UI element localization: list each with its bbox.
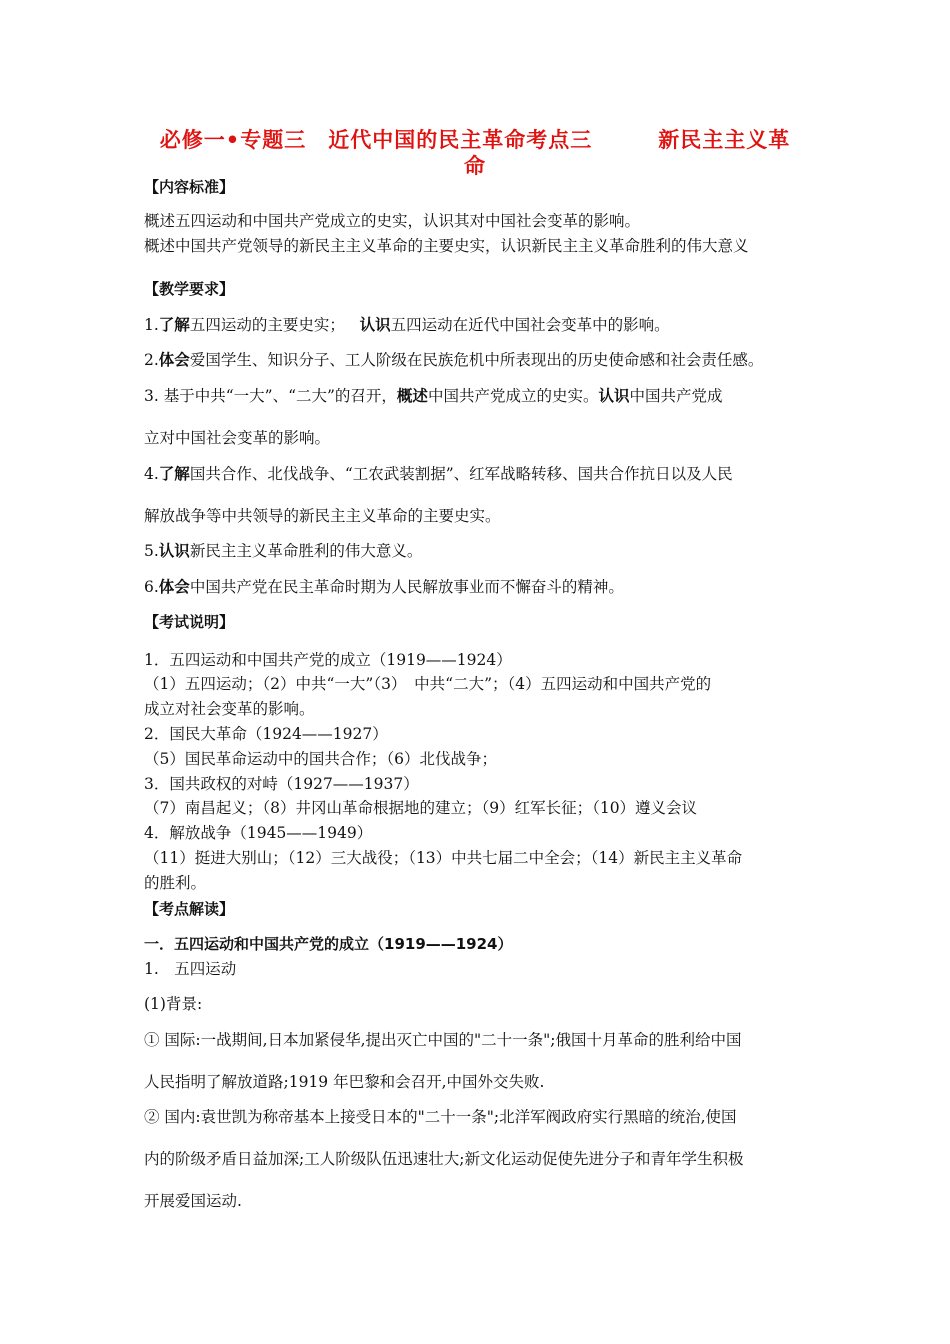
requirement-text: 五四运动的主要史实； [189,316,345,334]
requirement-keyword: 了解 [158,316,190,334]
content-standard-heading: 【内容标准】 [144,178,235,196]
requirement-number: 1. [144,316,159,334]
requirement-text: 3. 基于中共“一大”、“二大”的召开， [144,387,397,405]
exam-note-line: 2．国民大革命（1924——1927） [144,725,388,743]
requirement-item-4 [144,464,733,484]
requirement-keyword: 认识 [359,316,391,334]
exam-note-line: （11）挺进大别山；（12）三大战役；（13）中共七届二中全会；（14）新民主主义革命 [144,849,743,867]
requirement-text: 五四运动在近代中国社会变革中的影响。 [390,316,670,334]
key-point-line: (1)背景: [144,995,203,1013]
requirement-item-3 [144,386,722,406]
key-point-line: 人民指明了解放道路;1919 年巴黎和会召开,中国外交失败. [144,1073,545,1091]
section-title: 一．五四运动和中国共产党的成立（1919——1924） [144,935,513,953]
requirement-keyword: 体会 [158,351,190,369]
exam-note-line: 4．解放战争（1945——1949） [144,824,373,842]
requirement-text: 国共合作、北伐战争、“工农武装割据”、红军战略转移、国共合作抗日以及人民 [189,465,733,483]
requirement-item-3-continued: 立对中国社会变革的影响。 [144,429,331,447]
requirement-keyword: 认识 [598,387,630,405]
exam-notes-heading: 【考试说明】 [144,613,235,631]
requirement-text: 新民主主义革命胜利的伟大意义。 [189,542,423,560]
exam-note-line: 成立对社会变革的影响。 [144,700,315,718]
document-title-line1: 必修一•专题三 近代中国的民主革命考点三 新民主主义革 [159,128,791,152]
requirement-number: 4. [144,465,159,483]
teaching-requirements-heading: 【教学要求】 [144,280,235,298]
requirement-item-4-continued: 解放战争等中共领导的新民主主义革命的主要史实。 [144,507,501,525]
requirement-item-6 [144,577,624,597]
requirement-text: 中国共产党成立的史实。 [427,387,599,405]
requirement-number: 5. [144,542,159,560]
document-title-line2: 命 [464,154,486,178]
requirement-keyword: 体会 [158,578,190,596]
exam-note-line: 1．五四运动和中国共产党的成立（1919——1924） [144,651,512,669]
requirement-number: 6. [144,578,159,596]
requirement-text: 爱国学生、知识分子、工人阶级在民族危机中所表现出的历史使命感和社会责任感。 [189,351,764,369]
key-point-line: 内的阶级矛盾日益加深;工人阶级队伍迅速壮大;新文化运动促使先进分子和青年学生积极 [144,1150,744,1168]
key-point-line: 开展爱国运动. [144,1192,242,1210]
requirement-item-1 [144,315,670,335]
content-standard-line: 概述五四运动和中国共产党成立的史实，认识其对中国社会变革的影响。 [144,212,641,230]
key-point-line: 1. 五四运动 [144,960,237,978]
exam-note-line: （7）南昌起义；（8）井冈山革命根据地的建立；（9）红军长征；（10）遵义会议 [144,799,698,817]
content-standard-line: 概述中国共产党领导的新民主主义革命的主要史实，认识新民主主义革命胜利的伟大意义 [144,237,749,255]
key-points-heading: 【考点解读】 [144,900,235,918]
exam-note-line: 3．国共政权的对峙（1927——1937） [144,775,419,793]
requirement-text: 中国共产党在民主革命时期为人民解放事业而不懈奋斗的精神。 [189,578,624,596]
key-point-line: ② 国内:袁世凯为称帝基本上接受日本的"二十一条";北洋军阀政府实行黑暗的统治,使国 [144,1108,737,1126]
key-point-line: ① 国际:一战期间,日本加紧侵华,提出灭亡中国的"二十一条";俄国十月革命的胜利给中国 [144,1031,742,1049]
exam-note-line: 的胜利。 [144,874,207,892]
exam-note-line: （1）五四运动；（2）中共“一大”（3） 中共“二大”；（4）五四运动和中国共产党的 [144,675,712,693]
requirement-keyword: 概述 [396,387,428,405]
requirement-number: 2. [144,351,159,369]
requirement-item-5 [144,541,422,561]
requirement-text: 中国共产党成 [629,387,723,405]
requirement-keyword: 认识 [158,542,190,560]
requirement-item-2 [144,350,763,370]
requirement-keyword: 了解 [158,465,190,483]
exam-note-line: （5）国民革命运动中的国共合作；（6）北伐战争； [144,750,497,768]
